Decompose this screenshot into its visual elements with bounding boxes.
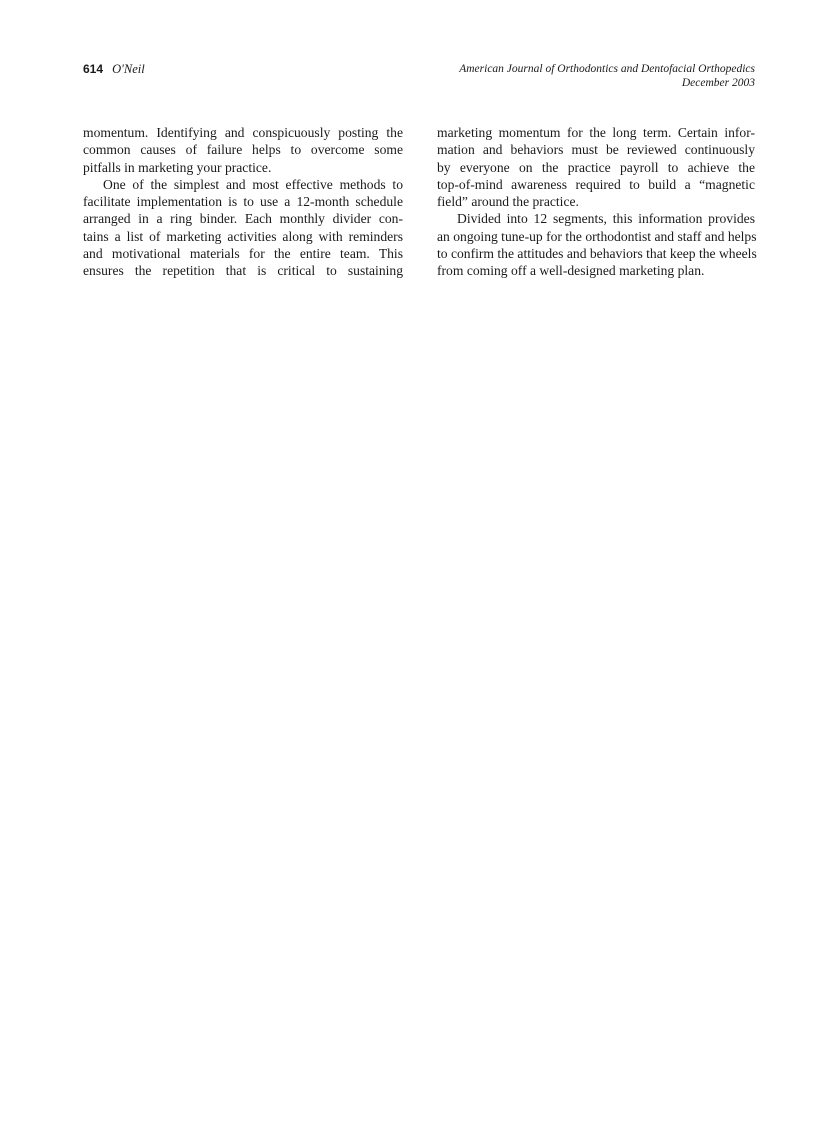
running-head-left	[83, 62, 145, 77]
text-line: facilitate implementation is to use a 12-month schedule	[83, 194, 403, 209]
text-line: marketing momentum for the long term. Certain infor-	[437, 125, 755, 140]
text-line: tains a list of marketing activities along with reminders	[83, 228, 403, 244]
text-line: arranged in a ring binder. Each monthly divider con-	[83, 211, 403, 227]
author-name: O'Neil	[112, 62, 145, 76]
text-line: top-of-mind awareness required to build a “magnetic	[437, 176, 755, 192]
text-line: One of the simplest and most effective methods to	[103, 176, 403, 192]
text-line: pitfalls in marketing your practice.	[83, 159, 272, 175]
text-line: momentum. Identifying and conspicuously posting the	[83, 125, 403, 140]
right-column	[437, 124, 755, 279]
text-line: Divided into 12 segments, this information provides	[457, 211, 755, 227]
text-line: from coming off a well-designed marketing plan.	[437, 263, 705, 278]
issue-date: December 2003	[681, 77, 755, 89]
text-line: and motivational materials for the entire team. This	[83, 245, 403, 261]
text-line: by everyone on the practice payroll to achieve the	[437, 159, 755, 175]
page-number: 614	[83, 62, 104, 76]
left-column	[83, 124, 403, 279]
text-line: an ongoing tune-up for the orthodontist and staff and helps	[437, 228, 757, 244]
journal-title: American Journal of Orthodontics and Dentofacial Orthopedics	[459, 63, 755, 75]
running-head-right	[459, 62, 755, 90]
text-line: common causes of failure helps to overcome some	[83, 142, 403, 158]
text-line: to confirm the attitudes and behaviors that keep the wheels	[437, 245, 757, 261]
text-line: ensures the repetition that is critical to sustaining	[83, 263, 403, 278]
text-line: mation and behaviors must be reviewed continuously	[437, 142, 755, 158]
text-line: field” around the practice.	[437, 194, 579, 209]
